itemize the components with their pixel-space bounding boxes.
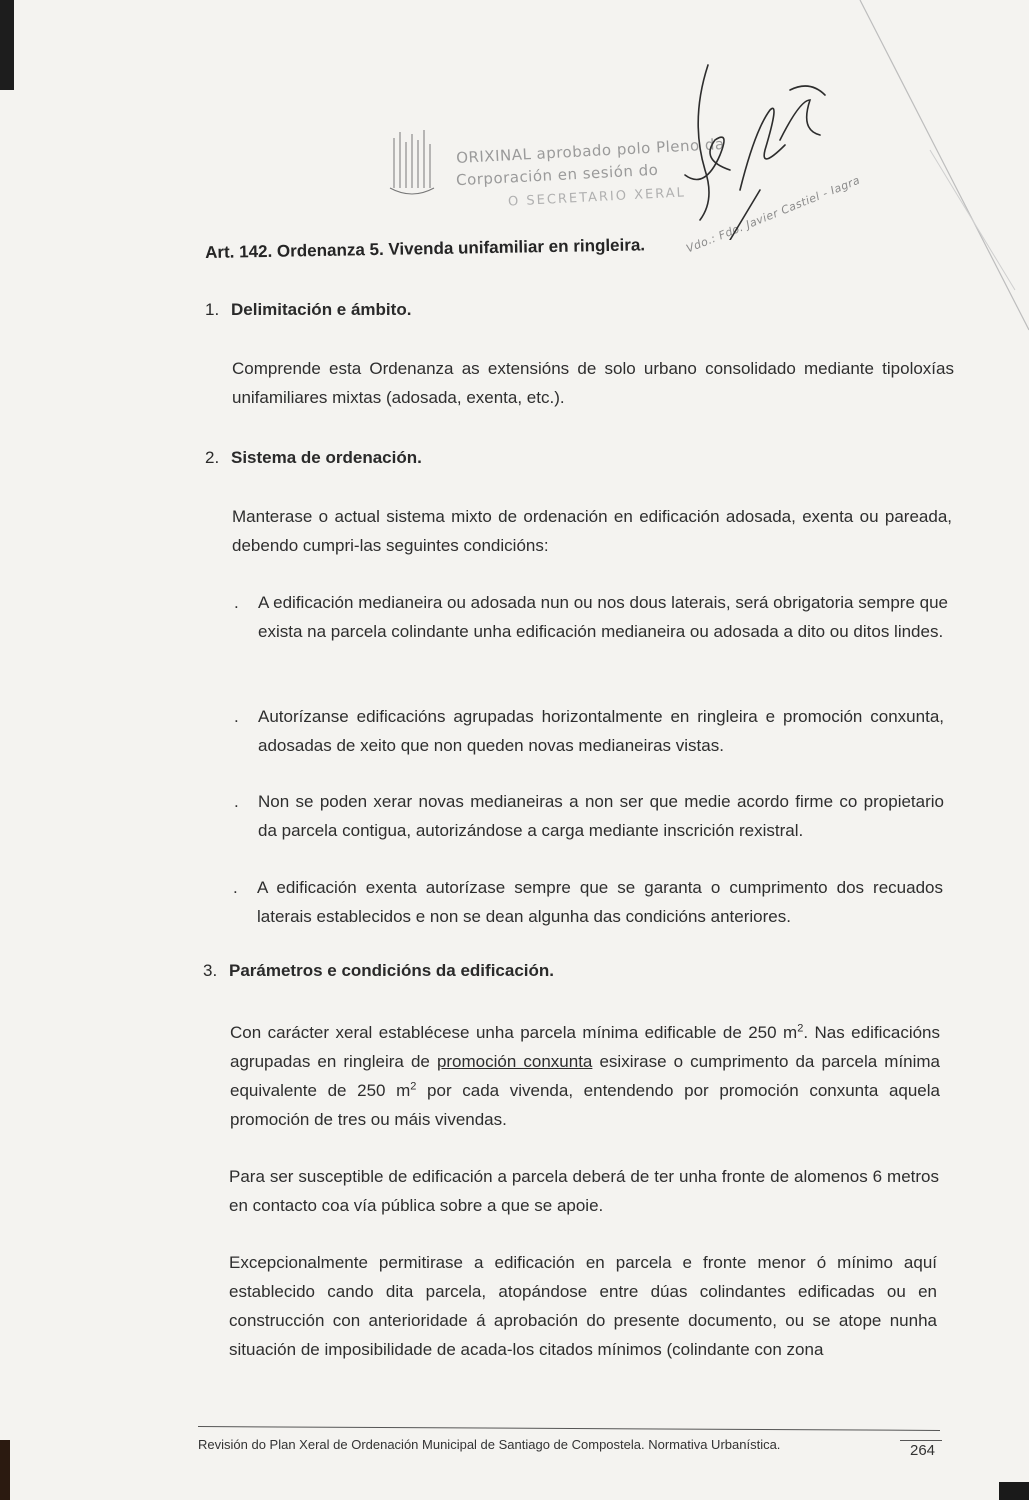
stamp-line-1: ORIXINAL aprobado polo Pleno da [455,134,726,168]
footer-divider [198,1426,940,1431]
section-3-paragraph-1: Con carácter xeral establécese unha parcela mínima edificable de 250 $m^2$. Nas edificacións agrupadas en ringleira de promoción conxunta esixirase o cumprimento da parcela mínima equivalente de 250 $m^2$ por cada vivenda, entendendo por promoción conxunta aquela promoción de tres ou máis vivendas. [230,1022,941,1129]
section-1-paragraph: Comprende esta Ordenanza as extensións de solo urbano consolidado mediante tipoloxías unifamiliares mixtas (adosada, exenta, etc.). [232,359,954,407]
bullet-marker: . [233,878,238,897]
list-item-text: A edificación exenta autorízase sempre que se garanta o cumprimento dos recuados laterais establecidos e non se dean algunha das condicións anteriores. [257,878,943,926]
section-title: Delimitación e ámbito. [231,300,412,319]
page-number: 264 [910,1442,936,1459]
scan-edge-mark [0,0,14,90]
list-item-text: Autorízanse edificacións agrupadas horizontalmente en ringleira e promoción conxunta, adosadas de xeito que non queden novas medianeiras vistas. [258,707,944,755]
section-3-paragraph-3: Excepcionalmente permitirase a edificación en parcela e fronte menor ó mínimo aquí establecido cando dita parcela, atopándose entre dúas colindantes edificadas ou en construcción con anterioridade á aprobación do presente documento, ou se atope nunha situación de imposibilidade de acada-los citados mínimos (colindante con zona [229,1253,937,1359]
list-item [234,588,948,646]
list-item [233,873,943,931]
stamp-signer: Vdo.: Fdo. Javier Castiel - Iagra [684,173,863,256]
section-number: 3. [203,961,218,980]
stamp-line-3: O SECRETARIO XERAL [507,185,687,210]
section-title: Parámetros e condicións da edificación. [229,961,554,980]
list-item-text: A edificación medianeira ou adosada nun ou nos dous laterais, será obrigatoria sempre que exista na parcela colindante unha edificación medianeira ou adosada a dito ou ditos lindes. [258,593,948,641]
list-item [234,787,944,845]
list-item [234,702,944,760]
section-heading-3 [203,961,554,981]
section-number: 1. [205,300,220,319]
section-heading-1 [205,300,411,320]
bullet-marker: . [234,593,239,612]
section-heading-2 [205,448,422,468]
handwritten-signature [660,60,890,240]
stamp-line-2: Corporación en sesión do [455,160,659,190]
list-item-text: Non se poden xerar novas medianeiras a non ser que medie acordo firme co propietario da parcela contigua, autorizándose a carga mediante inscrición rexistral. [258,792,944,840]
footer-text: Revisión do Plan Xeral de Ordenación Municipal de Santiago de Compostela. Normativa Urbanística. [198,1437,781,1452]
section-2-paragraph: Manterase o actual sistema mixto de ordenación en edificación adosada, exenta ou pareada, debendo cumpri-las seguintes condicións: [232,507,952,555]
coat-of-arms-icon [380,128,450,208]
scan-edge-mark [999,1482,1029,1500]
article-title: Art. 142. Ordenanza 5. Vivenda unifamiliar en ringleira. [205,235,646,262]
page-number-divider [900,1440,942,1441]
scan-edge-mark [0,1440,10,1500]
section-number: 2. [205,448,220,467]
section-3-paragraph-2: Para ser susceptible de edificación a parcela deberá de ter unha fronte de alomenos 6 metros en contacto coa vía pública sobre a que se apoie. [229,1167,939,1215]
section-title: Sistema de ordenación. [231,448,422,467]
bullet-marker: . [234,792,239,811]
bullet-marker: . [234,707,239,726]
